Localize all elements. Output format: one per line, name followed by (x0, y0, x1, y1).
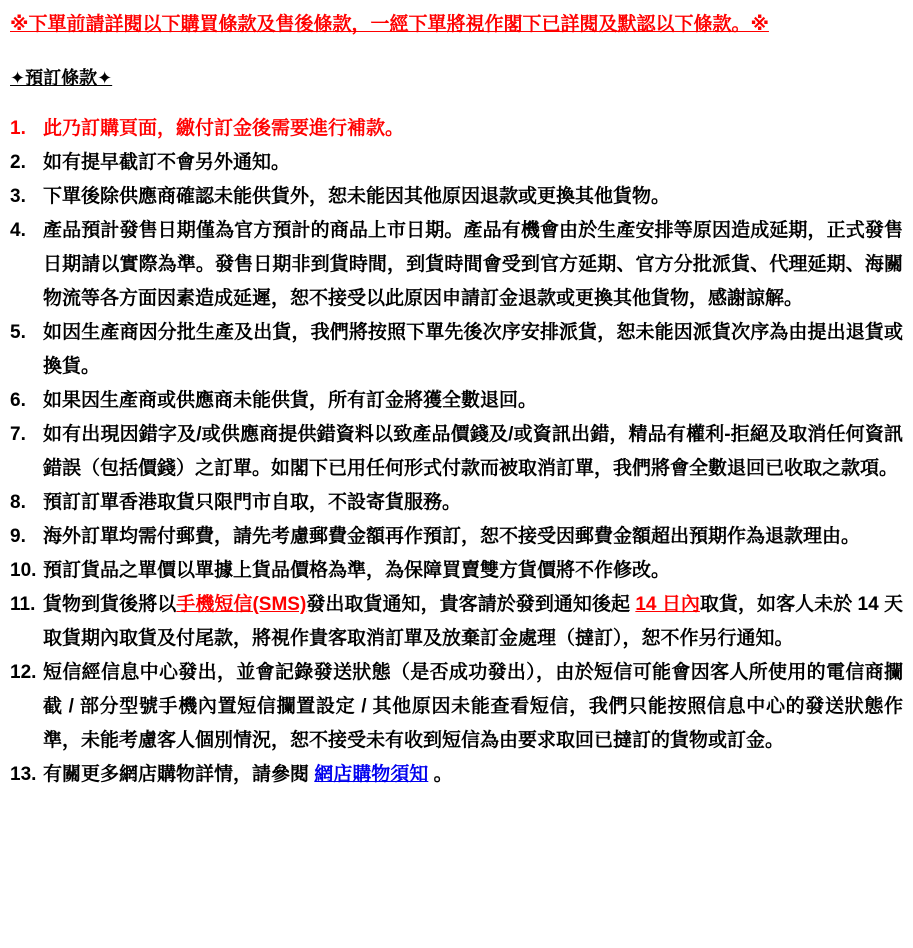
term-number: 13. (10, 764, 37, 785)
term-text-segment: 如因生產商因分批生產及出貨，我們將按照下單先後次序安排派貨，恕未能因派貨次序為由提出退貨或換貨。 (43, 322, 903, 377)
term-text (43, 418, 903, 486)
term-text-segment: 有關更多網店購物詳情，請參閱 (43, 764, 315, 785)
term-item (10, 418, 903, 486)
purchase-terms-title: ※下單前請詳閱以下購買條款及售後條款，一經下單將視作閣下已詳閱及默認以下條款。※ (10, 14, 769, 35)
term-text (43, 554, 903, 588)
term-text (43, 214, 903, 316)
term-text-segment: 預訂訂單香港取貨只限門市自取，不設寄貨服務。 (43, 492, 462, 513)
term-text-segment: 預訂貨品之單價以單據上貨品價格為準，為保障買賣雙方貨價將不作修改。 (43, 560, 671, 581)
term-item (10, 656, 903, 758)
term-text-segment: 發出取貨通知，貴客請於發到通知後起 (306, 594, 636, 615)
term-text-segment: 海外訂單均需付郵費，請先考慮郵費金額再作預訂，恕不接受因郵費金額超出預期作為退款理由。 (43, 526, 861, 547)
term-text-segment: 貨物到貨後將以 (43, 594, 177, 615)
term-text (43, 758, 903, 792)
highlighted-text: 14 日內 (635, 594, 700, 615)
term-number: 2. (10, 152, 26, 173)
term-number: 12. (10, 662, 37, 683)
term-text-segment: 如果因生產商或供應商未能供貨，所有訂金將獲全數退回。 (43, 390, 538, 411)
term-text-segment: 產品預計發售日期僅為官方預計的商品上市日期。產品有機會由於生產安排等原因造成延期，正式發售日期請以實際為準。發售日期非到貨時間，到貨時間會受到官方延期、官方分批派貨、代理延期、海關物流等各方面因素造成延遲，恕不接受以此原因申請訂金退款或更換其他貨物，感謝諒解。 (43, 220, 903, 309)
term-text-segment: 下單後除供應商確認未能供貨外，恕未能因其他原因退款或更換其他貨物。 (43, 186, 671, 207)
term-number: 5. (10, 322, 26, 343)
term-item (10, 520, 903, 554)
term-number: 1. (10, 118, 26, 139)
terms-list (10, 112, 903, 792)
term-item (10, 180, 903, 214)
term-text (43, 588, 903, 656)
term-text (43, 146, 903, 180)
term-number: 9. (10, 526, 26, 547)
term-text (43, 520, 903, 554)
term-text (43, 112, 903, 146)
term-number: 7. (10, 424, 26, 445)
preorder-terms-heading: ✦預訂條款✦ (10, 68, 113, 88)
term-item (10, 214, 903, 316)
term-number: 11. (10, 594, 36, 615)
term-item (10, 384, 903, 418)
term-text (43, 316, 903, 384)
term-item (10, 316, 903, 384)
term-item (10, 486, 903, 520)
term-text (43, 656, 903, 758)
term-text-segment: 短信經信息中心發出，並會記錄發送狀態（是否成功發出），由於短信可能會因客人所使用的電信商攔截 / 部分型號手機內置短信攔置設定 / 其他原因未能查看短信，我們只能按照信息中心的發送狀態作準，未能考慮客人個別情況，恕不接受未有收到短信為由要求取回已撻訂的貨物或訂金。 (43, 662, 903, 751)
store-shopping-guide-link[interactable]: 網店購物須知 (314, 764, 429, 785)
term-number: 3. (10, 186, 26, 207)
term-text (43, 486, 903, 520)
term-item (10, 554, 903, 588)
highlighted-text: 此乃訂購頁面，繳付訂金後需要進行補款。 (43, 118, 405, 139)
term-text-segment: 如有出現因錯字及/或供應商提供錯資料以致產品價錢及/或資訊出錯，精品有權利-拒絕及取消任何資訊錯誤（包括價錢）之訂單。如閣下已用任何形式付款而被取消訂單，我們將會全數退回已收取之款項。 (43, 424, 903, 479)
highlighted-text: 手機短信(SMS) (176, 594, 307, 615)
term-text-segment: 如有提早截訂不會另外通知。 (43, 152, 291, 173)
term-number: 4. (10, 220, 26, 241)
term-number: 8. (10, 492, 26, 513)
term-text (43, 180, 903, 214)
term-item (10, 588, 903, 656)
term-number: 6. (10, 390, 26, 411)
term-number: 10. (10, 560, 37, 581)
term-item (10, 112, 903, 146)
term-text-segment: 。 (428, 764, 453, 785)
term-text (43, 384, 903, 418)
term-text-segment: 取貨，如客人未於 14 天取貨期內取貨及付尾款，將視作貴客取消訂單及放棄訂金處理（撻訂），恕不作另行通知。 (43, 594, 904, 649)
term-item (10, 758, 903, 792)
term-item (10, 146, 903, 180)
